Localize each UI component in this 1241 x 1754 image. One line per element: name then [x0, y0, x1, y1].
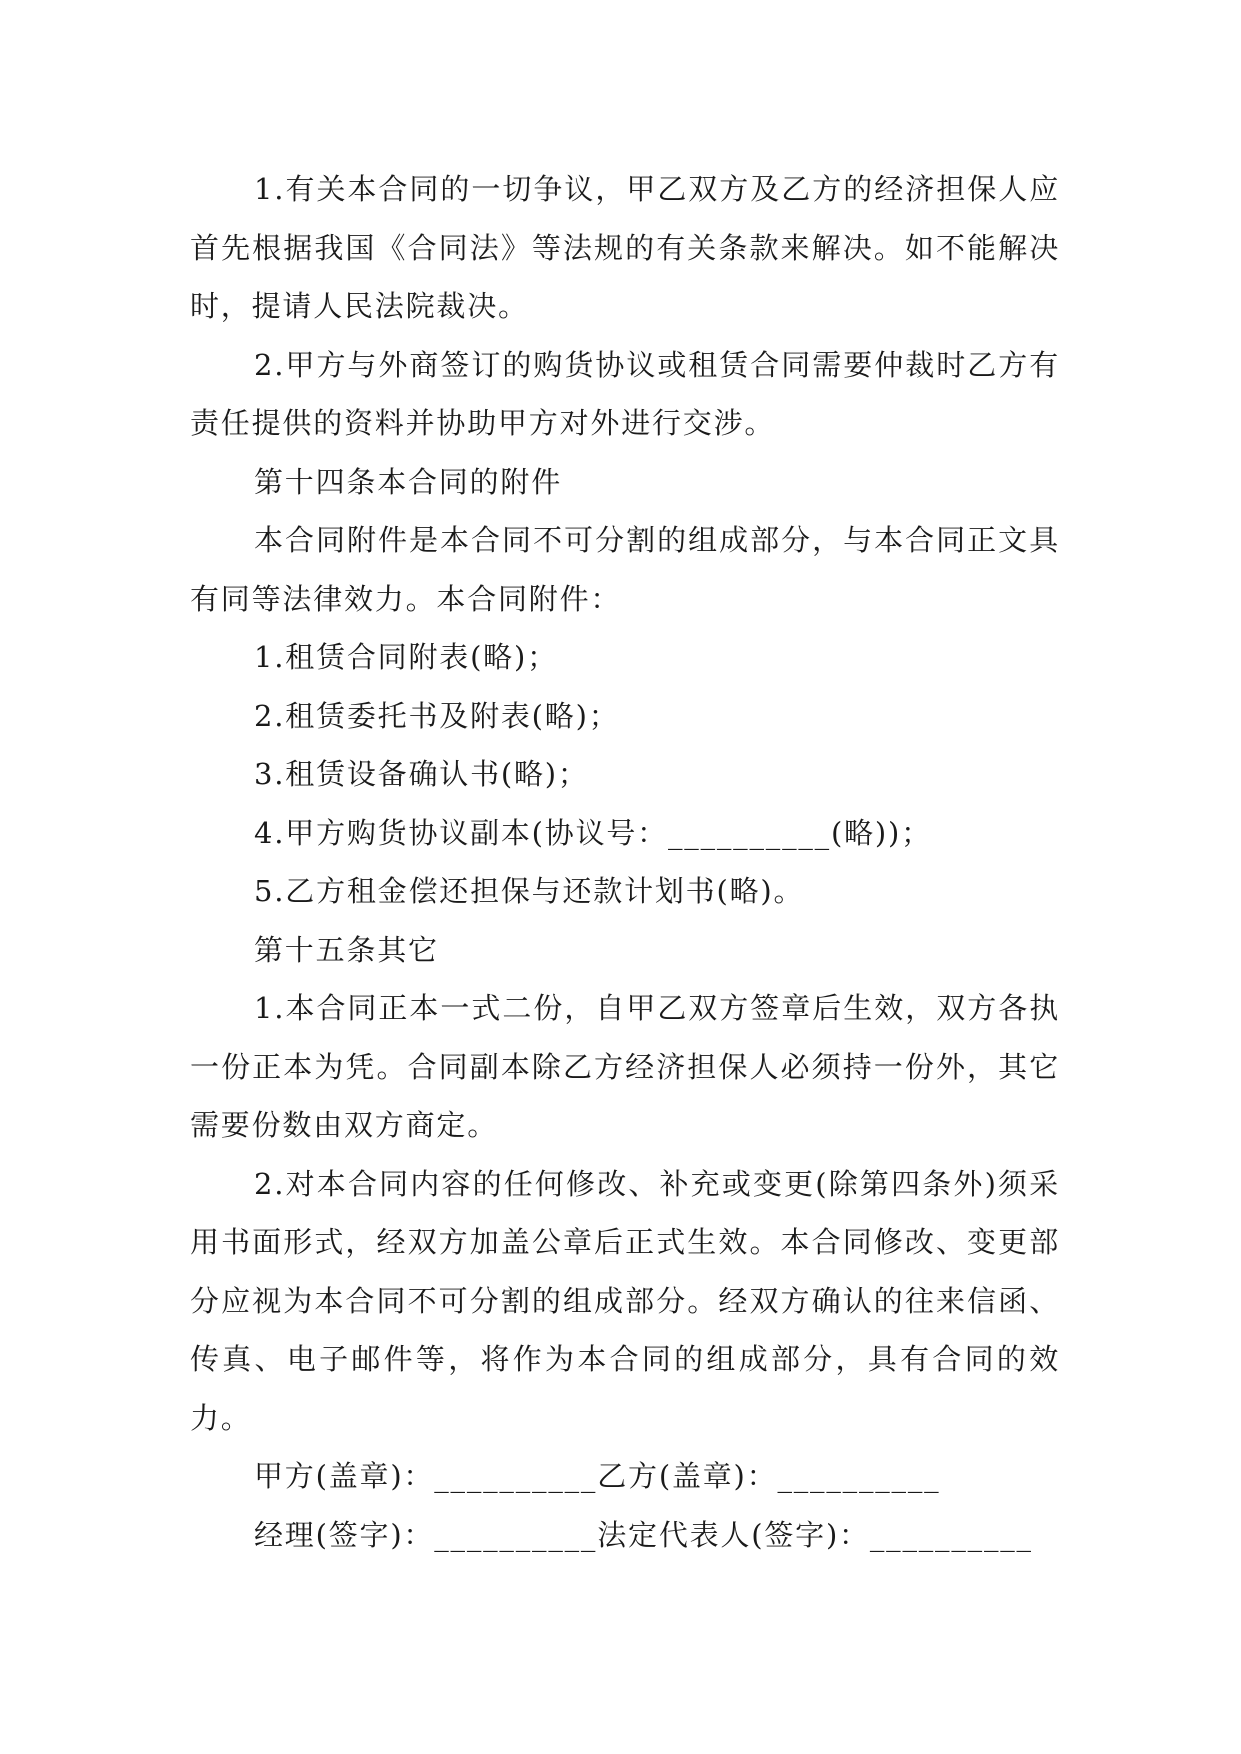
attachment-item-2: 2.租赁委托书及附表(略)；: [254, 698, 620, 733]
clause-disputes-2: 2.甲方与外商签订的购货协议或租赁合同需要仲裁时乙方有责任提供的资料并协助甲方对外进行交涉。: [190, 347, 1060, 440]
clause-disputes-1: 1.有关本合同的一切争议，甲乙双方及乙方的经济担保人应首先根据我国《合同法》等法规的有关条款来解决。如不能解决时，提请人民法院裁决。: [190, 172, 1060, 323]
article-14-intro: 本合同附件是本合同不可分割的组成部分，与本合同正文具有同等法律效力。本合同附件：: [190, 523, 1060, 616]
attachment-item-4: 4.甲方购货协议副本(协议号：__________(略))；: [254, 815, 932, 850]
signature-line-seals: 甲方(盖章)：__________乙方(盖章)：__________: [254, 1459, 941, 1493]
article-15-clause-2: 2.对本合同内容的任何修改、补充或变更(除第四条外)须采用书面形式，经双方加盖公章后正式生效。本合同修改、变更部分应视为本合同不可分割的组成部分。经双方确认的往来信函、传真、电子邮件等，将作为本合同的组成部分，具有合同的效力。: [190, 1166, 1060, 1435]
attachment-item-3: 3.租赁设备确认书(略)；: [254, 757, 589, 791]
contract-body: [190, 160, 1060, 1564]
article-14-heading: 第十四条本合同的附件: [254, 464, 563, 499]
attachment-item-5: 5.乙方租金偿还担保与还款计划书(略)。: [254, 874, 805, 908]
article-15-heading: 第十五条其它: [254, 932, 439, 967]
signature-line-signers: 经理(签字)：__________法定代表人(签字)：__________: [254, 1517, 1033, 1552]
attachment-item-1: 1.租赁合同附表(略)；: [254, 640, 558, 674]
article-15-clause-1: 1.本合同正本一式二份，自甲乙双方签章后生效，双方各执一份正本为凭。合同副本除乙方经济担保人必须持一份外，其它需要份数由双方商定。: [190, 991, 1060, 1142]
